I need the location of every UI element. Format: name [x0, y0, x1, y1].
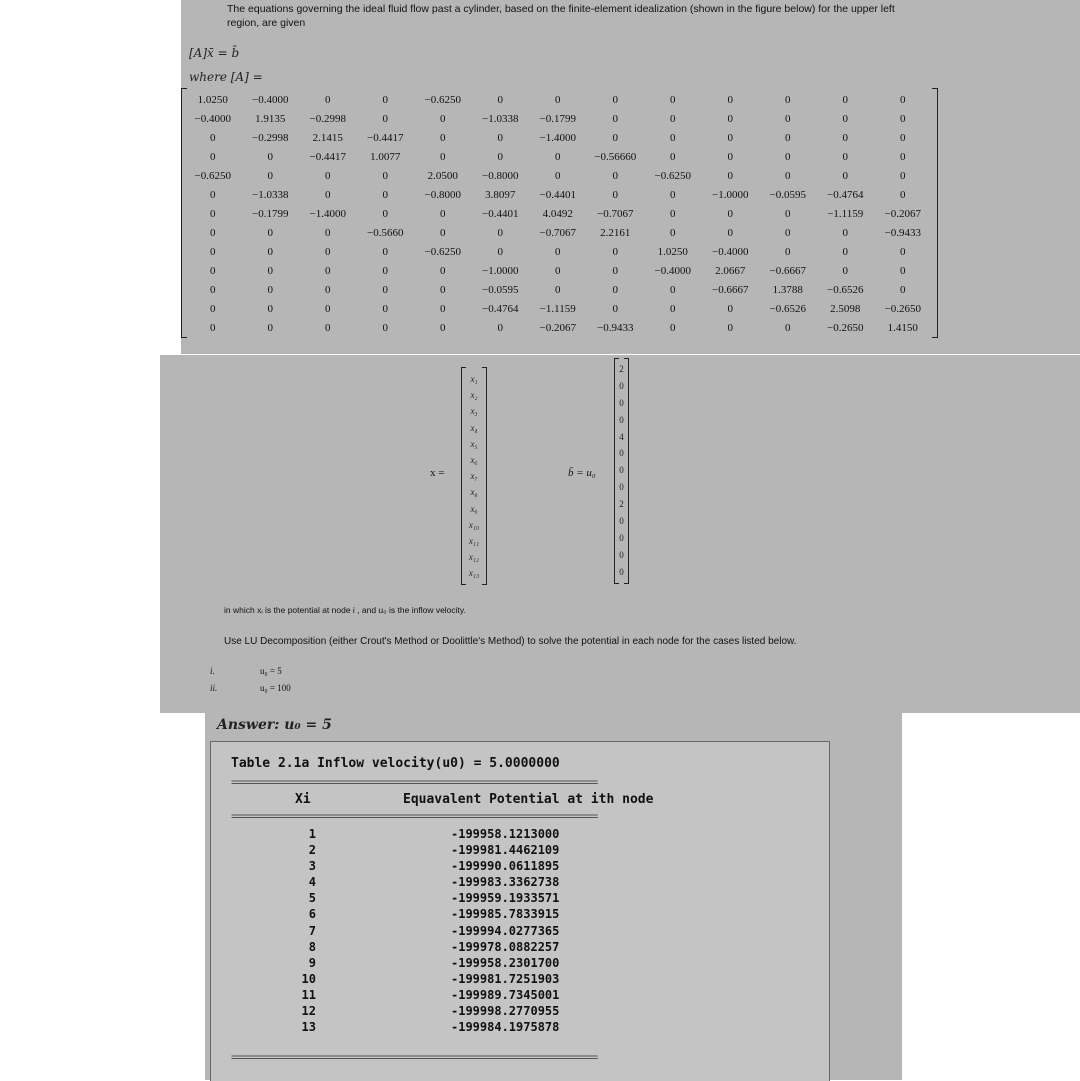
potential-value: -199989.7345001	[451, 987, 560, 1002]
matrix-cell: 0	[267, 170, 273, 182]
node-index: 7	[308, 923, 316, 938]
vector-x-entry: x₃	[470, 406, 478, 417]
matrix-cell: 0	[382, 265, 388, 277]
matrix-cell: 0	[382, 303, 388, 315]
vector-b-entry: 0	[619, 380, 624, 391]
where-label: where [A] =	[189, 70, 263, 84]
potential-value: -199981.4462109	[451, 843, 560, 858]
matrix-cell: −0.2998	[309, 113, 346, 125]
matrix-cell: 0	[842, 246, 848, 258]
matrix-cell: 0	[727, 113, 733, 125]
matrix-cell: −0.4000	[654, 265, 691, 277]
matrix-cell: −0.4000	[712, 246, 749, 258]
table-row	[231, 1019, 559, 1035]
matrix-cell: 0	[267, 303, 273, 315]
matrix-cell: 0	[325, 94, 331, 106]
matrix-cell: −0.6250	[424, 94, 461, 106]
vector-x-entry: x₆	[470, 454, 478, 465]
node-index: 3	[308, 859, 316, 874]
vector-x-entry: x₁	[470, 374, 478, 384]
table-row	[231, 874, 559, 890]
matrix-cell: 0	[210, 227, 216, 239]
matrix-cell: −0.0595	[769, 189, 806, 201]
matrix-cell: −0.2650	[884, 303, 921, 315]
matrix-cell: 0	[900, 265, 906, 277]
matrix-cell: −0.2998	[252, 132, 289, 144]
potential-value: -199978.0882257	[451, 939, 560, 954]
matrix-cell: 1.3788	[772, 284, 803, 296]
matrix-cell: 0	[612, 113, 618, 125]
matrix-cell: 0	[267, 322, 273, 334]
matrix-cell: −0.9433	[884, 227, 921, 239]
matrix-cell: 0	[440, 208, 446, 220]
matrix-cell: −1.0338	[482, 113, 519, 125]
matrix-cell: 0	[785, 322, 791, 334]
matrix-cell: 0	[555, 170, 561, 182]
matrix-cell: 0	[785, 246, 791, 258]
matrix-cell: 0	[785, 113, 791, 125]
vector-b-entry: 0	[619, 482, 624, 493]
matrix-cell: −1.4000	[539, 132, 576, 144]
matrix-cell: −0.2650	[827, 322, 864, 334]
matrix-cell: −0.4401	[539, 189, 576, 201]
matrix-cell: 0	[325, 246, 331, 258]
matrix-cell: 0	[555, 151, 561, 163]
matrix-cell: 0	[612, 303, 618, 315]
matrix-cell: −0.4764	[482, 303, 519, 315]
vector-b	[614, 358, 629, 584]
matrix-cell: 0	[900, 170, 906, 182]
potential-value: -199998.2770955	[451, 1004, 560, 1019]
matrix-cell: −0.4000	[194, 113, 231, 125]
vector-b-entry: 2	[619, 364, 624, 374]
matrix-cell: 0	[382, 208, 388, 220]
vector-b-entry: 0	[619, 397, 624, 408]
matrix-cell: −1.0000	[712, 189, 749, 201]
node-index: 1	[308, 827, 316, 841]
table-row	[231, 939, 559, 955]
matrix-cell: 0	[325, 265, 331, 277]
matrix-cell: 0	[670, 227, 676, 239]
matrix-cell: 0	[382, 113, 388, 125]
instruction-text: Use LU Decomposition (either Crout's Method or Doolittle's Method) to solve the potential in each node for the cases listed below.	[224, 636, 797, 647]
vector-x-label: x =	[430, 467, 445, 479]
matrix-cell: 0	[440, 113, 446, 125]
matrix-cell: 0	[612, 246, 618, 258]
matrix-equation: [A]x̄ = b̄	[189, 46, 240, 60]
matrix-cell: 0	[670, 151, 676, 163]
vector-x-entry: x₇	[470, 471, 478, 482]
matrix-cell: 0	[382, 189, 388, 201]
potential-value: -199959.1933571	[451, 891, 560, 906]
matrix-cell: 0	[612, 265, 618, 277]
matrix-cell: 0	[670, 303, 676, 315]
matrix-cell: 1.0250	[657, 246, 688, 258]
node-index: 2	[308, 843, 316, 858]
matrix-cell: 0	[440, 265, 446, 277]
matrix-cell: 3.8097	[485, 189, 516, 201]
matrix-cell: 0	[325, 189, 331, 201]
matrix-cell: 0	[267, 265, 273, 277]
matrix-cell: 0	[210, 303, 216, 315]
matrix-cell: 0	[555, 94, 561, 106]
vector-b-entry: 0	[619, 465, 624, 476]
answer-panel	[205, 713, 902, 1080]
table-row	[231, 826, 559, 842]
matrix-cell: 2.1415	[312, 132, 343, 144]
matrix-cell: 0	[785, 94, 791, 106]
node-index: 9	[308, 955, 316, 970]
matrix-cell: 0	[785, 151, 791, 163]
matrix-cell: −0.7067	[597, 208, 634, 220]
vector-x-entry: x₁₂	[468, 552, 480, 563]
vector-b-entry: 2	[619, 499, 624, 510]
potential-value: -199981.7251903	[451, 971, 560, 986]
result-rows	[231, 826, 559, 1035]
matrix-cell: −0.6250	[194, 170, 231, 182]
matrix-cell: 0	[325, 170, 331, 182]
matrix-cell: 0	[267, 246, 273, 258]
matrix-cell: 0	[727, 227, 733, 239]
matrix-cell: 2.2161	[600, 227, 631, 239]
matrix-grid	[184, 91, 932, 338]
table-row	[231, 890, 559, 906]
matrix-cell: 0	[900, 94, 906, 106]
problem-statement-panel	[181, 0, 1080, 354]
matrix-cell: 0	[842, 227, 848, 239]
matrix-cell: 0	[670, 94, 676, 106]
matrix-cell: 0	[842, 94, 848, 106]
matrix-cell: 0	[727, 151, 733, 163]
matrix-cell: 0	[382, 94, 388, 106]
potential-value: -199984.1975878	[451, 1020, 560, 1035]
matrix-cell: 0	[727, 132, 733, 144]
matrix-cell: 0	[670, 113, 676, 125]
matrix-cell: 0	[727, 94, 733, 106]
matrix-cell: 0	[440, 227, 446, 239]
matrix-cell: −0.4417	[367, 132, 404, 144]
matrix-cell: 0	[842, 265, 848, 277]
matrix-cell: 0	[785, 132, 791, 144]
matrix-cell: 0	[670, 322, 676, 334]
matrix-cell: −1.1159	[539, 303, 576, 315]
matrix-cell: 1.9135	[255, 113, 286, 125]
matrix-cell: 0	[497, 322, 503, 334]
matrix-cell: −0.6250	[424, 246, 461, 258]
matrix-cell: 0	[210, 132, 216, 144]
matrix-cell: 0	[497, 227, 503, 239]
matrix-cell: 0	[210, 151, 216, 163]
matrix-cell: 0	[612, 132, 618, 144]
matrix-cell: 0	[612, 94, 618, 106]
matrix-cell: 0	[382, 246, 388, 258]
matrix-cell: 0	[382, 322, 388, 334]
matrix-cell: −0.6667	[712, 284, 749, 296]
matrix-cell: 0	[842, 151, 848, 163]
matrix-cell: −0.6250	[654, 170, 691, 182]
matrix-cell: 0	[785, 227, 791, 239]
matrix-cell: −1.1159	[827, 208, 864, 220]
vector-x-entry: x₁₁	[468, 535, 480, 546]
matrix-cell: −0.6667	[769, 265, 806, 277]
matrix-cell: 0	[727, 170, 733, 182]
matrix-cell: −0.4417	[309, 151, 346, 163]
potential-value: -199994.0277365	[451, 923, 560, 938]
matrix-cell: 0	[670, 208, 676, 220]
matrix-cell: −0.4401	[482, 208, 519, 220]
matrix-cell: 2.0667	[715, 265, 746, 277]
potential-value: -199985.7833915	[451, 907, 560, 922]
vector-b-entry: 4	[619, 431, 624, 442]
node-index: 5	[308, 891, 316, 906]
node-index: 11	[301, 987, 316, 1002]
matrix-cell: 0	[842, 113, 848, 125]
console-output	[210, 741, 830, 1081]
vector-x-entry: x₁₃	[468, 568, 480, 579]
matrix-cell: 0	[670, 132, 676, 144]
column-header-xi: Xi	[295, 792, 311, 807]
matrix-cell: 0	[210, 189, 216, 201]
matrix-cell: 0	[497, 132, 503, 144]
matrix-cell: −1.4000	[309, 208, 346, 220]
potential-value: -199958.2301700	[451, 955, 560, 970]
vectors-panel	[160, 355, 1080, 713]
matrix-cell: −0.9433	[597, 322, 634, 334]
matrix-cell: 0	[325, 303, 331, 315]
definition-text: in which xᵢ is the potential at node i , and u₀ is the inflow velocity.	[224, 605, 466, 615]
matrix-cell: −0.5660	[367, 227, 404, 239]
vector-x-entry: x₅	[470, 438, 478, 449]
matrix-cell: −0.56660	[594, 151, 637, 163]
matrix-cell: 0	[785, 208, 791, 220]
table-row	[231, 987, 559, 1003]
matrix-cell: 0	[325, 284, 331, 296]
matrix-cell: 0	[210, 208, 216, 220]
answer-heading: Answer: u₀ = 5	[217, 717, 332, 733]
matrix-cell: 0	[267, 151, 273, 163]
vector-b-entry: 0	[619, 448, 624, 459]
matrix-cell: 0	[670, 189, 676, 201]
matrix-cell: 4.0492	[542, 208, 573, 220]
matrix-cell: −0.2067	[884, 208, 921, 220]
vector-b-entry: 0	[619, 414, 624, 425]
matrix-cell: 0	[727, 303, 733, 315]
vector-b-entry: 0	[619, 549, 624, 560]
matrix-cell: 0	[267, 227, 273, 239]
intro-text: The equations governing the ideal fluid flow past a cylinder, based on the finite-element idealization (shown in the figure below) for the upper left region, are given	[227, 3, 895, 29]
matrix-cell: 0	[727, 322, 733, 334]
vector-x	[461, 367, 487, 585]
vector-x-entry: x₂	[470, 390, 478, 401]
matrix-cell: 0	[670, 284, 676, 296]
matrix-cell: −0.1799	[539, 113, 576, 125]
matrix-cell: 1.0077	[370, 151, 401, 163]
table-row	[231, 842, 559, 858]
matrix-cell: −0.8000	[424, 189, 461, 201]
node-index: 10	[301, 971, 316, 986]
table-row	[231, 858, 559, 874]
matrix-cell: 0	[440, 132, 446, 144]
vector-b-entry: 0	[619, 566, 624, 577]
matrix-cell: 0	[325, 322, 331, 334]
vector-x-entry: x₁₀	[468, 519, 480, 530]
potential-value: -199958.1213000	[451, 827, 560, 841]
matrix-cell: −0.8000	[482, 170, 519, 182]
matrix-cell: 0	[842, 170, 848, 182]
potential-value: -199990.0611895	[451, 859, 560, 874]
matrix-cell: −1.0000	[482, 265, 519, 277]
matrix-cell: 0	[900, 113, 906, 125]
divider: =================================================================	[231, 1052, 597, 1062]
matrix-cell: 0	[382, 284, 388, 296]
node-index: 6	[308, 907, 316, 922]
case-item: i. u₀ = 5	[210, 665, 282, 676]
matrix-cell: −1.0338	[252, 189, 289, 201]
vector-b-entry: 0	[619, 516, 624, 527]
matrix-cell: 0	[555, 246, 561, 258]
matrix-cell: −0.0595	[482, 284, 519, 296]
node-index: 12	[301, 1004, 316, 1019]
matrix-cell: 0	[440, 151, 446, 163]
matrix-cell: 0	[440, 322, 446, 334]
matrix-cell: 0	[900, 189, 906, 201]
node-index: 4	[308, 875, 316, 890]
matrix-cell: 0	[497, 94, 503, 106]
matrix-cell: 0	[555, 265, 561, 277]
matrix-cell: 1.4150	[887, 322, 918, 334]
table-row	[231, 955, 559, 971]
matrix-cell: −0.1799	[252, 208, 289, 220]
matrix-cell: −0.6526	[769, 303, 806, 315]
divider: =================================================================	[231, 811, 597, 821]
vector-x-entry: x₄	[470, 422, 478, 433]
table-row	[231, 971, 559, 987]
matrix-cell: 0	[900, 151, 906, 163]
table-title: Table 2.1a Inflow velocity(u0) = 5.0000000	[231, 756, 560, 771]
vector-x-entry: x₉	[470, 503, 478, 514]
matrix-cell: 0	[497, 246, 503, 258]
table-row	[231, 1003, 559, 1019]
matrix-cell: 0	[900, 284, 906, 296]
matrix-cell: 0	[440, 284, 446, 296]
divider: =================================================================	[231, 777, 597, 787]
matrix-cell: 0	[382, 170, 388, 182]
vector-x-entry: x₈	[470, 487, 478, 498]
node-index: 13	[301, 1020, 316, 1035]
matrix-cell: 2.0500	[427, 170, 458, 182]
matrix-cell: 0	[900, 246, 906, 258]
vector-b-label: b̄ = u₀	[568, 467, 596, 479]
matrix-cell: 0	[727, 208, 733, 220]
matrix-cell: 2.5098	[830, 303, 861, 315]
matrix-cell: −0.7067	[539, 227, 576, 239]
matrix-cell: 0	[210, 246, 216, 258]
matrix-cell: −0.2067	[539, 322, 576, 334]
vector-b-entry: 0	[619, 532, 624, 543]
table-row	[231, 906, 559, 922]
matrix-cell: 0	[900, 132, 906, 144]
column-header-potential: Equavalent Potential at ith node	[403, 792, 654, 807]
matrix-cell: 0	[842, 132, 848, 144]
matrix-cell: 0	[440, 303, 446, 315]
matrix-cell: −0.4764	[827, 189, 864, 201]
matrix-cell: 1.0250	[197, 94, 228, 106]
matrix-cell: −0.4000	[252, 94, 289, 106]
matrix-cell: 0	[612, 170, 618, 182]
case-item: ii. u₀ = 100	[210, 682, 291, 693]
matrix-cell: 0	[612, 284, 618, 296]
matrix-cell: 0	[210, 265, 216, 277]
potential-value: -199983.3362738	[451, 875, 560, 890]
case-list	[210, 662, 291, 696]
coefficient-matrix	[181, 88, 938, 338]
matrix-cell: 0	[210, 284, 216, 296]
matrix-cell: 0	[612, 189, 618, 201]
matrix-cell: 0	[325, 227, 331, 239]
matrix-cell: 0	[555, 284, 561, 296]
matrix-cell: 0	[785, 170, 791, 182]
node-index: 8	[308, 939, 316, 954]
matrix-cell: 0	[267, 284, 273, 296]
matrix-cell: −0.6526	[827, 284, 864, 296]
matrix-cell: 0	[210, 322, 216, 334]
table-row	[231, 923, 559, 939]
matrix-cell: 0	[497, 151, 503, 163]
